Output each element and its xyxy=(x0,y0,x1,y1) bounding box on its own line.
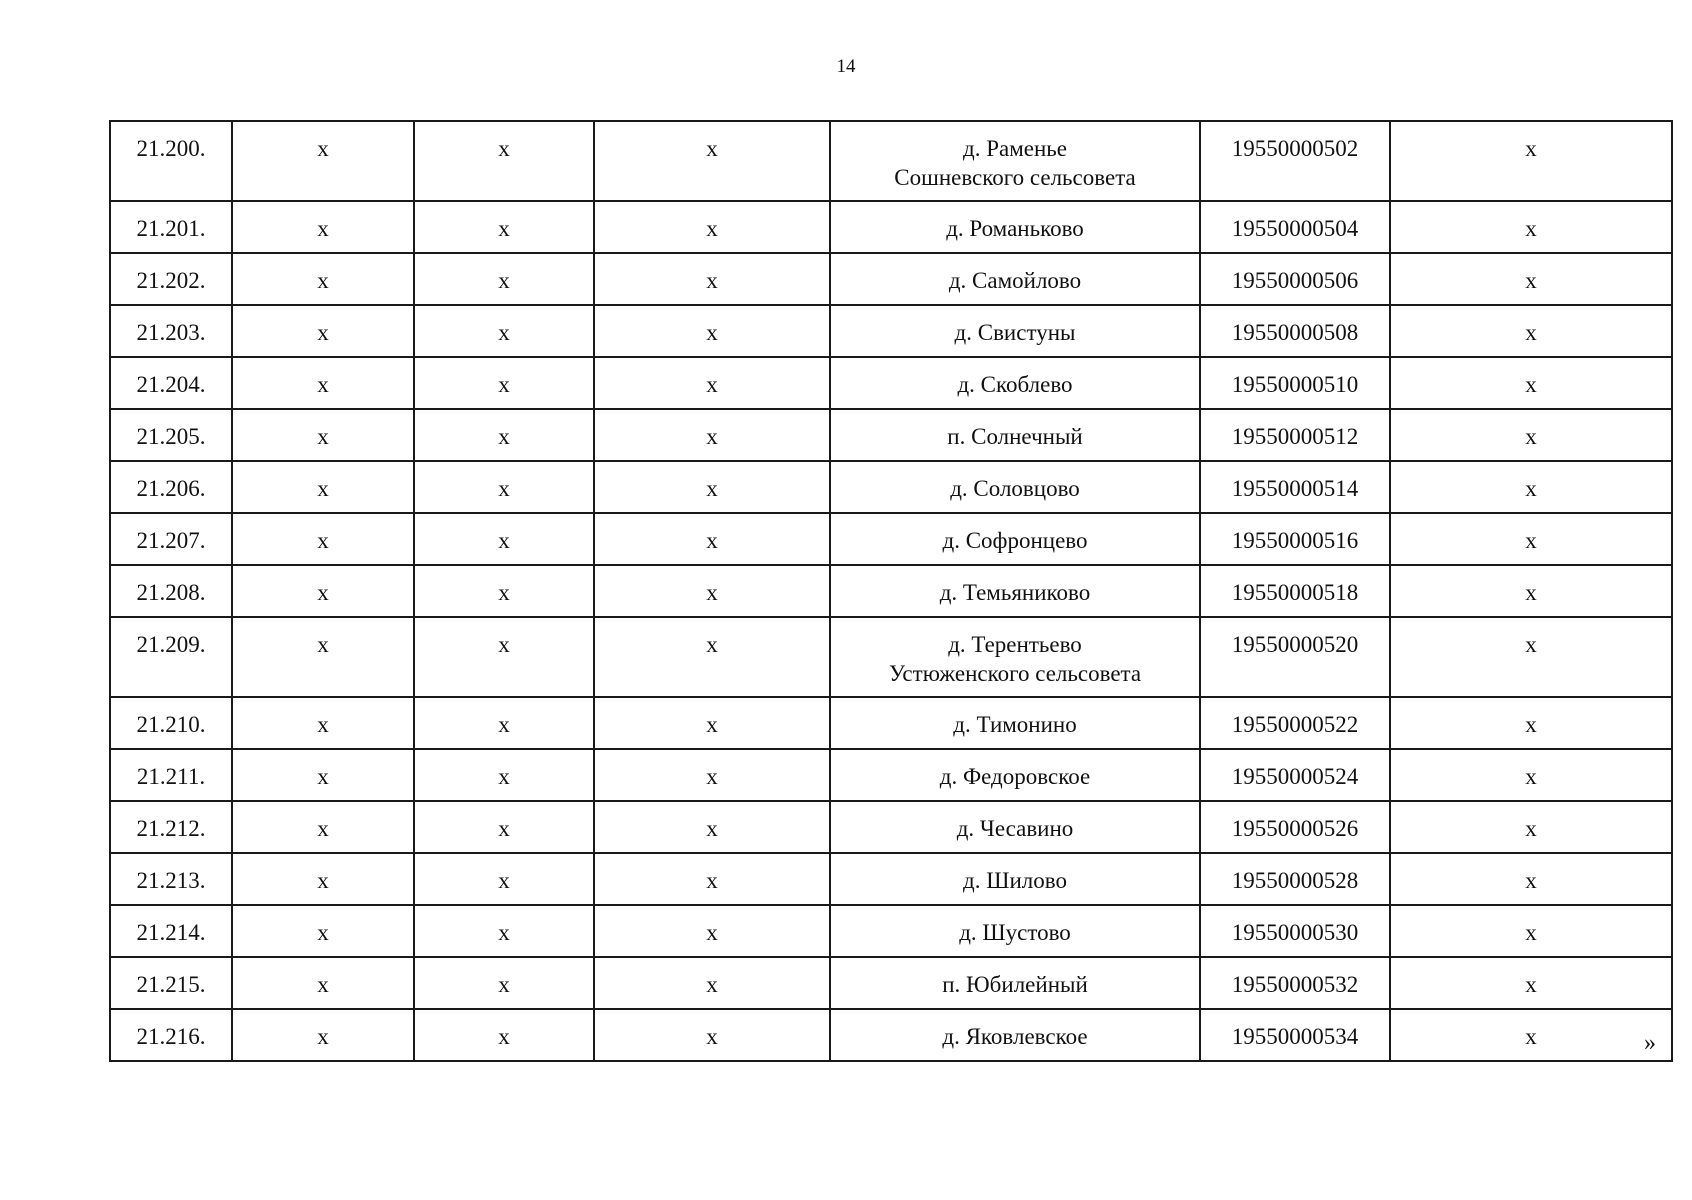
column-2-cell: x xyxy=(232,409,414,461)
oktmo-code-cell: 19550000520 xyxy=(1200,617,1390,697)
column-2-cell: x xyxy=(232,957,414,1009)
settlement-name-cell: д. Раменье Сошневского сельсовета xyxy=(830,121,1200,201)
settlement-name-cell: д. Шилово xyxy=(830,853,1200,905)
oktmo-code-cell: 19550000534 xyxy=(1200,1009,1390,1061)
column-4-cell: x xyxy=(594,253,830,305)
column-4-cell: x xyxy=(594,565,830,617)
page-number: 14 xyxy=(836,56,856,77)
table-row xyxy=(110,357,1672,409)
column-4-cell: x xyxy=(594,853,830,905)
column-4-cell: x xyxy=(594,905,830,957)
settlement-name-cell: п. Юбилейный xyxy=(830,957,1200,1009)
column-3-cell: x xyxy=(414,801,594,853)
column-4-cell: x xyxy=(594,617,830,697)
column-2-cell: x xyxy=(232,253,414,305)
column-3-cell: x xyxy=(414,1009,594,1061)
oktmo-code-cell: 19550000510 xyxy=(1200,357,1390,409)
table-row xyxy=(110,957,1672,1009)
table-row xyxy=(110,305,1672,357)
table-row xyxy=(110,409,1672,461)
row-number-cell: 21.202. xyxy=(110,253,232,305)
column-3-cell: x xyxy=(414,253,594,305)
column-4-cell: x xyxy=(594,697,830,749)
column-3-cell: x xyxy=(414,305,594,357)
settlement-name-cell: д. Федоровское xyxy=(830,749,1200,801)
row-number-cell: 21.213. xyxy=(110,853,232,905)
row-number-cell: 21.204. xyxy=(110,357,232,409)
column-3-cell: x xyxy=(414,749,594,801)
column-3-cell: x xyxy=(414,565,594,617)
column-4-cell: x xyxy=(594,305,830,357)
row-number-cell: 21.212. xyxy=(110,801,232,853)
table-row xyxy=(110,697,1672,749)
column-7-cell: x xyxy=(1390,1009,1672,1061)
column-2-cell: x xyxy=(232,697,414,749)
settlement-name-cell: д. Чесавино xyxy=(830,801,1200,853)
settlement-name-cell: д. Шустово xyxy=(830,905,1200,957)
column-7-cell: x xyxy=(1390,853,1672,905)
oktmo-code-cell: 19550000524 xyxy=(1200,749,1390,801)
oktmo-code-cell: 19550000532 xyxy=(1200,957,1390,1009)
settlement-name-cell: д. Скоблево xyxy=(830,357,1200,409)
table-row xyxy=(110,853,1672,905)
table-row xyxy=(110,1009,1672,1061)
column-3-cell: x xyxy=(414,697,594,749)
column-3-cell: x xyxy=(414,617,594,697)
oktmo-code-cell: 19550000508 xyxy=(1200,305,1390,357)
oktmo-code-cell: 19550000516 xyxy=(1200,513,1390,565)
column-4-cell: x xyxy=(594,409,830,461)
settlement-name-cell: д. Темьяниково xyxy=(830,565,1200,617)
settlement-name-cell: д. Свистуны xyxy=(830,305,1200,357)
oktmo-code-cell: 19550000522 xyxy=(1200,697,1390,749)
oktmo-code-cell: 19550000530 xyxy=(1200,905,1390,957)
table-row xyxy=(110,201,1672,253)
settlement-name-cell: д. Терентьево Устюженского сельсовета xyxy=(830,617,1200,697)
column-3-cell: x xyxy=(414,513,594,565)
settlement-name-cell: д. Самойлово xyxy=(830,253,1200,305)
table-row xyxy=(110,513,1672,565)
column-7-cell: x xyxy=(1390,409,1672,461)
oktmo-code-cell: 19550000502 xyxy=(1200,121,1390,201)
oktmo-code-cell: 19550000528 xyxy=(1200,853,1390,905)
column-2-cell: x xyxy=(232,617,414,697)
column-2-cell: x xyxy=(232,121,414,201)
column-3-cell: x xyxy=(414,461,594,513)
column-7-cell: x xyxy=(1390,253,1672,305)
settlement-name-cell: д. Романьково xyxy=(830,201,1200,253)
column-7-cell: x xyxy=(1390,357,1672,409)
table-row xyxy=(110,801,1672,853)
table-row xyxy=(110,121,1672,201)
column-4-cell: x xyxy=(594,513,830,565)
column-2-cell: x xyxy=(232,201,414,253)
column-2-cell: x xyxy=(232,801,414,853)
column-2-cell: x xyxy=(232,357,414,409)
row-number-cell: 21.207. xyxy=(110,513,232,565)
column-3-cell: x xyxy=(414,409,594,461)
settlement-name-cell: д. Яковлевское xyxy=(830,1009,1200,1061)
column-4-cell: x xyxy=(594,801,830,853)
column-3-cell: x xyxy=(414,905,594,957)
oktmo-code-cell: 19550000506 xyxy=(1200,253,1390,305)
table-row xyxy=(110,253,1672,305)
column-4-cell: x xyxy=(594,749,830,801)
table-row xyxy=(110,565,1672,617)
column-3-cell: x xyxy=(414,957,594,1009)
column-7-cell: x xyxy=(1390,565,1672,617)
settlement-name-cell: д. Тимонино xyxy=(830,697,1200,749)
column-7-cell: x xyxy=(1390,801,1672,853)
column-2-cell: x xyxy=(232,905,414,957)
closing-quote-mark: » xyxy=(1644,1030,1656,1056)
column-2-cell: x xyxy=(232,513,414,565)
column-4-cell: x xyxy=(594,957,830,1009)
settlement-table xyxy=(109,120,1673,1062)
row-number-cell: 21.200. xyxy=(110,121,232,201)
row-number-cell: 21.209. xyxy=(110,617,232,697)
column-4-cell: x xyxy=(594,201,830,253)
column-7-cell: x xyxy=(1390,513,1672,565)
column-2-cell: x xyxy=(232,853,414,905)
column-3-cell: x xyxy=(414,201,594,253)
column-4-cell: x xyxy=(594,461,830,513)
settlement-name-cell: д. Софронцево xyxy=(830,513,1200,565)
column-7-cell: x xyxy=(1390,201,1672,253)
row-number-cell: 21.201. xyxy=(110,201,232,253)
column-4-cell: x xyxy=(594,1009,830,1061)
column-2-cell: x xyxy=(232,461,414,513)
table-row xyxy=(110,749,1672,801)
table-row xyxy=(110,617,1672,697)
table-row xyxy=(110,461,1672,513)
column-4-cell: x xyxy=(594,121,830,201)
oktmo-code-cell: 19550000526 xyxy=(1200,801,1390,853)
column-7-cell: x xyxy=(1390,617,1672,697)
column-2-cell: x xyxy=(232,305,414,357)
settlement-name-cell: д. Соловцово xyxy=(830,461,1200,513)
settlement-name-cell: п. Солнечный xyxy=(830,409,1200,461)
column-3-cell: x xyxy=(414,357,594,409)
table-row xyxy=(110,905,1672,957)
column-4-cell: x xyxy=(594,357,830,409)
column-2-cell: x xyxy=(232,749,414,801)
oktmo-code-cell: 19550000512 xyxy=(1200,409,1390,461)
column-7-cell: x xyxy=(1390,305,1672,357)
row-number-cell: 21.203. xyxy=(110,305,232,357)
column-7-cell: x xyxy=(1390,905,1672,957)
oktmo-code-cell: 19550000504 xyxy=(1200,201,1390,253)
oktmo-code-cell: 19550000514 xyxy=(1200,461,1390,513)
column-7-cell: x xyxy=(1390,697,1672,749)
column-2-cell: x xyxy=(232,1009,414,1061)
row-number-cell: 21.205. xyxy=(110,409,232,461)
row-number-cell: 21.214. xyxy=(110,905,232,957)
oktmo-code-cell: 19550000518 xyxy=(1200,565,1390,617)
row-number-cell: 21.211. xyxy=(110,749,232,801)
column-3-cell: x xyxy=(414,121,594,201)
column-3-cell: x xyxy=(414,853,594,905)
row-number-cell: 21.215. xyxy=(110,957,232,1009)
column-7-cell: x xyxy=(1390,749,1672,801)
column-7-cell: x xyxy=(1390,957,1672,1009)
row-number-cell: 21.206. xyxy=(110,461,232,513)
row-number-cell: 21.208. xyxy=(110,565,232,617)
row-number-cell: 21.210. xyxy=(110,697,232,749)
column-2-cell: x xyxy=(232,565,414,617)
row-number-cell: 21.216. xyxy=(110,1009,232,1061)
column-7-cell: x xyxy=(1390,121,1672,201)
table-body xyxy=(110,121,1672,1061)
column-7-cell: x xyxy=(1390,461,1672,513)
